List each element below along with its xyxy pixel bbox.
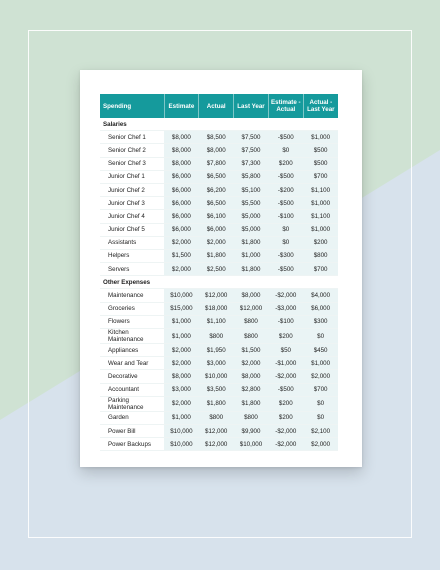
table-cell: -$500 [268, 383, 303, 396]
table-cell: $200 [303, 236, 338, 249]
table-cell: -$1,000 [268, 357, 303, 370]
table-row [100, 263, 338, 276]
spending-table [100, 94, 338, 451]
table-cell: $1,000 [303, 197, 338, 210]
table-cell: $800 [199, 411, 234, 424]
table-row [100, 157, 338, 170]
table-cell: $8,500 [199, 131, 234, 144]
table-cell: $6,000 [164, 170, 199, 183]
table-cell: $200 [268, 396, 303, 411]
table-cell: $2,000 [199, 236, 234, 249]
table-cell: $7,500 [234, 131, 269, 144]
table-row [100, 329, 338, 344]
table-cell: $2,000 [164, 236, 199, 249]
table-cell: $1,000 [164, 329, 199, 344]
table-cell: $3,000 [164, 383, 199, 396]
table-cell: $500 [303, 144, 338, 157]
table-cell: $7,300 [234, 157, 269, 170]
table-cell: $5,500 [234, 197, 269, 210]
table-cell: -$500 [268, 131, 303, 144]
table-cell: $12,000 [199, 424, 234, 437]
row-label: Servers [100, 263, 164, 276]
row-label: Junior Chef 4 [100, 210, 164, 223]
table-cell: $2,000 [164, 396, 199, 411]
row-label: Wear and Tear [100, 357, 164, 370]
row-label: Kitchen Maintenance [100, 329, 164, 344]
table-cell: $300 [303, 315, 338, 328]
table-cell: $8,000 [164, 144, 199, 157]
row-label: Power Backups [100, 438, 164, 451]
table-cell: $1,000 [303, 223, 338, 236]
column-header: Spending [100, 94, 164, 118]
table-cell: $1,000 [164, 411, 199, 424]
table-cell: $8,000 [164, 131, 199, 144]
table-cell: $500 [303, 157, 338, 170]
row-label: Junior Chef 5 [100, 223, 164, 236]
table-cell: $0 [268, 144, 303, 157]
table-cell: $10,000 [164, 424, 199, 437]
row-label: Parking Maintenance [100, 396, 164, 411]
table-cell: $2,000 [303, 370, 338, 383]
column-header: Last Year [234, 94, 269, 118]
table-cell: -$2,000 [268, 370, 303, 383]
table-cell: -$2,000 [268, 289, 303, 302]
table-cell: $2,000 [164, 263, 199, 276]
table-cell: $5,000 [234, 223, 269, 236]
table-cell: $1,100 [199, 315, 234, 328]
table-cell: $8,000 [234, 370, 269, 383]
table-cell: -$200 [268, 183, 303, 196]
table-cell: $700 [303, 383, 338, 396]
table-cell: $2,000 [164, 357, 199, 370]
table-row [100, 411, 338, 424]
table-cell: $6,000 [164, 210, 199, 223]
table-row [100, 170, 338, 183]
table-row [100, 357, 338, 370]
table-cell: $1,500 [164, 249, 199, 262]
column-header: Estimate [164, 94, 199, 118]
table-cell: $10,000 [164, 438, 199, 451]
column-header: Estimate - Actual [268, 94, 303, 118]
table-cell: $200 [268, 157, 303, 170]
table-cell: -$500 [268, 263, 303, 276]
table-cell: $5,800 [234, 170, 269, 183]
table-cell: $700 [303, 263, 338, 276]
table-cell: $1,800 [234, 396, 269, 411]
table-cell: $2,500 [199, 263, 234, 276]
table-cell: $1,800 [234, 236, 269, 249]
row-label: Maintenance [100, 289, 164, 302]
table-cell: $50 [268, 344, 303, 357]
table-row [100, 144, 338, 157]
table-cell: $6,000 [303, 302, 338, 315]
table-row [100, 197, 338, 210]
table-cell: $6,000 [199, 223, 234, 236]
table-cell: $5,100 [234, 183, 269, 196]
table-cell: $0 [303, 329, 338, 344]
table-cell: $12,000 [199, 289, 234, 302]
column-header: Actual [199, 94, 234, 118]
table-row [100, 383, 338, 396]
table-cell: -$100 [268, 210, 303, 223]
table-cell: $18,000 [199, 302, 234, 315]
row-label: Junior Chef 1 [100, 170, 164, 183]
table-cell: $8,000 [234, 289, 269, 302]
table-cell: -$500 [268, 197, 303, 210]
table-cell: $8,000 [199, 144, 234, 157]
table-cell: $6,000 [164, 183, 199, 196]
row-label: Decorative [100, 370, 164, 383]
table-cell: $1,100 [303, 183, 338, 196]
section-row [100, 118, 338, 131]
table-row [100, 223, 338, 236]
table-cell: $3,500 [199, 383, 234, 396]
table-cell: $2,000 [303, 438, 338, 451]
table-cell: $6,000 [164, 223, 199, 236]
table-cell: $6,100 [199, 210, 234, 223]
table-cell: $1,000 [303, 131, 338, 144]
table-cell: $200 [268, 329, 303, 344]
table-cell: $4,000 [303, 289, 338, 302]
row-label: Helpers [100, 249, 164, 262]
table-cell: $9,900 [234, 424, 269, 437]
row-label: Senior Chef 3 [100, 157, 164, 170]
table-cell: $0 [268, 223, 303, 236]
table-row [100, 210, 338, 223]
table-cell: $1,950 [199, 344, 234, 357]
table-cell: $8,000 [164, 370, 199, 383]
table-cell: $1,000 [234, 249, 269, 262]
table-cell: $8,000 [164, 157, 199, 170]
table-cell: $800 [234, 315, 269, 328]
table-row [100, 315, 338, 328]
row-label: Appliances [100, 344, 164, 357]
table-cell: $450 [303, 344, 338, 357]
table-cell: $2,000 [164, 344, 199, 357]
table-cell: $700 [303, 170, 338, 183]
table-cell: $3,000 [199, 357, 234, 370]
section-row [100, 276, 338, 289]
table-cell: $0 [303, 396, 338, 411]
table-row [100, 396, 338, 411]
table-cell: -$2,000 [268, 438, 303, 451]
table-cell: $5,000 [234, 210, 269, 223]
table-cell: $2,100 [303, 424, 338, 437]
table-cell: $2,000 [234, 357, 269, 370]
table-cell: $10,000 [234, 438, 269, 451]
table-row [100, 131, 338, 144]
table-row [100, 249, 338, 262]
table-row [100, 344, 338, 357]
table-row [100, 424, 338, 437]
table-row [100, 183, 338, 196]
table-cell: $1,800 [199, 396, 234, 411]
table-cell: $800 [234, 411, 269, 424]
row-label: Power Bill [100, 424, 164, 437]
table-row [100, 438, 338, 451]
column-header: Actual - Last Year [303, 94, 338, 118]
table-cell: -$100 [268, 315, 303, 328]
table-cell: $1,500 [234, 344, 269, 357]
table-cell: $12,000 [234, 302, 269, 315]
table-cell: $1,100 [303, 210, 338, 223]
table-row [100, 370, 338, 383]
row-label: Flowers [100, 315, 164, 328]
table-cell: $1,000 [303, 357, 338, 370]
table-cell: $10,000 [199, 370, 234, 383]
table-cell: $2,800 [234, 383, 269, 396]
row-label: Senior Chef 1 [100, 131, 164, 144]
table-cell: $12,000 [199, 438, 234, 451]
table-row [100, 289, 338, 302]
row-label: Assistants [100, 236, 164, 249]
table-cell: $6,500 [199, 170, 234, 183]
table-cell: $0 [268, 236, 303, 249]
table-cell: -$3,000 [268, 302, 303, 315]
table-cell: $6,000 [164, 197, 199, 210]
table-cell: $6,200 [199, 183, 234, 196]
table-body [100, 118, 338, 451]
table-cell: $800 [199, 329, 234, 344]
table-cell: $0 [303, 411, 338, 424]
table-row [100, 302, 338, 315]
row-label: Junior Chef 2 [100, 183, 164, 196]
row-label: Accountant [100, 383, 164, 396]
row-label: Groceries [100, 302, 164, 315]
table-cell: -$300 [268, 249, 303, 262]
table-cell: $1,800 [199, 249, 234, 262]
table-cell: $10,000 [164, 289, 199, 302]
table-cell: $800 [303, 249, 338, 262]
table-header [100, 94, 338, 118]
section-title: Other Expenses [100, 276, 338, 289]
row-label: Garden [100, 411, 164, 424]
table-cell: $200 [268, 411, 303, 424]
table-cell: $7,800 [199, 157, 234, 170]
table-row [100, 236, 338, 249]
row-label: Junior Chef 3 [100, 197, 164, 210]
table-cell: $1,000 [164, 315, 199, 328]
document-page [80, 70, 362, 467]
row-label: Senior Chef 2 [100, 144, 164, 157]
table-cell: -$500 [268, 170, 303, 183]
table-cell: $1,800 [234, 263, 269, 276]
table-cell: -$2,000 [268, 424, 303, 437]
table-cell: $7,500 [234, 144, 269, 157]
section-title: Salaries [100, 118, 338, 131]
table-cell: $6,500 [199, 197, 234, 210]
table-cell: $15,000 [164, 302, 199, 315]
header-row [100, 94, 338, 118]
table-cell: $800 [234, 329, 269, 344]
